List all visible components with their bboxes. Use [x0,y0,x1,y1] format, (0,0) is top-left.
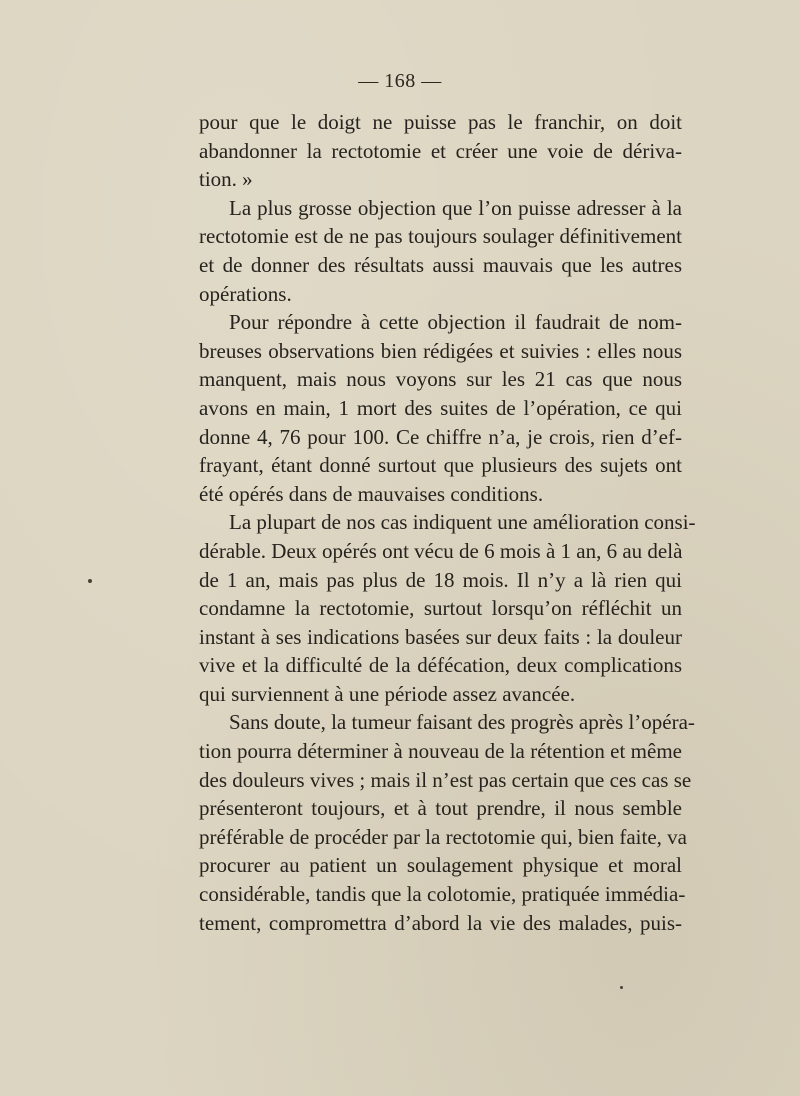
paper-speck [620,986,623,989]
text-line: condamne la rectotomie, surtout lorsqu’on réfléchit un [199,596,682,621]
text-line: tement, compromettra d’abord la vie des malades, puis- [199,910,682,935]
text-line: tion. » [199,167,253,192]
text-line: des douleurs vives ; mais il n’est pas certain que ces cas se [199,767,692,792]
body-text [199,108,696,937]
text-line: La plus grosse objection que l’on puisse adresser à la [229,195,682,220]
text-line: abandonner la rectotomie et créer une voie de dériva- [199,138,682,163]
paper-speck [88,579,92,583]
paragraph-5 [199,708,695,937]
text-line: pour que le doigt ne puisse pas le franchir, on doit [199,110,682,134]
text-line: manquent, mais nous voyons sur les 21 cas que nous [199,367,682,392]
text-line: présenteront toujours, et à tout prendre, il nous semble [199,796,682,821]
text-line: dérable. Deux opérés ont vécu de 6 mois à 1 an, 6 au delà [199,538,683,563]
text-line: tion pourra déterminer à nouveau de la rétention et même [199,739,682,764]
paragraph-1 [199,108,682,194]
text-line: de 1 an, mais pas plus de 18 mois. Il n’y a là rien qui [199,567,682,592]
text-line: opérations. [199,281,292,306]
text-line: et de donner des résultats aussi mauvais que les autres [199,252,682,277]
paragraph-2 [199,194,682,308]
text-line: breuses observations bien rédigées et suivies : elles nous [199,338,682,363]
text-line: vive et la difficulté de la défécation, deux complications [199,653,682,678]
page-number: — 168 — [358,70,442,92]
paragraph-4 [199,508,696,708]
text-line: Pour répondre à cette objection il faudrait de nom- [229,310,682,335]
paragraph-3 [199,308,682,508]
text-line: frayant, étant donné surtout que plusieurs des sujets ont [199,453,682,478]
text-line: donne 4, 76 pour 100. Ce chiffre n’a, je crois, rien d’ef- [199,424,682,449]
text-line: avons en main, 1 mort des suites de l’opération, ce qui [199,395,682,420]
text-line: qui surviennent à une période assez avancée. [199,681,576,706]
text-line: La plupart de nos cas indiquent une amélioration consi- [229,510,696,535]
text-line: été opérés dans de mauvaises conditions. [199,481,544,506]
text-line: procurer au patient un soulagement physique et moral [199,853,682,878]
text-line: rectotomie est de ne pas toujours soulager définitivement [199,224,682,249]
text-line: Sans doute, la tumeur faisant des progrès après l’opéra- [229,710,695,735]
text-line: préférable de procéder par la rectotomie qui, bien faite, va [199,824,687,849]
text-line: instant à ses indications basées sur deux faits : la douleur [199,624,682,649]
text-line: considérable, tandis que la colotomie, pratiquée immédia- [199,882,686,907]
